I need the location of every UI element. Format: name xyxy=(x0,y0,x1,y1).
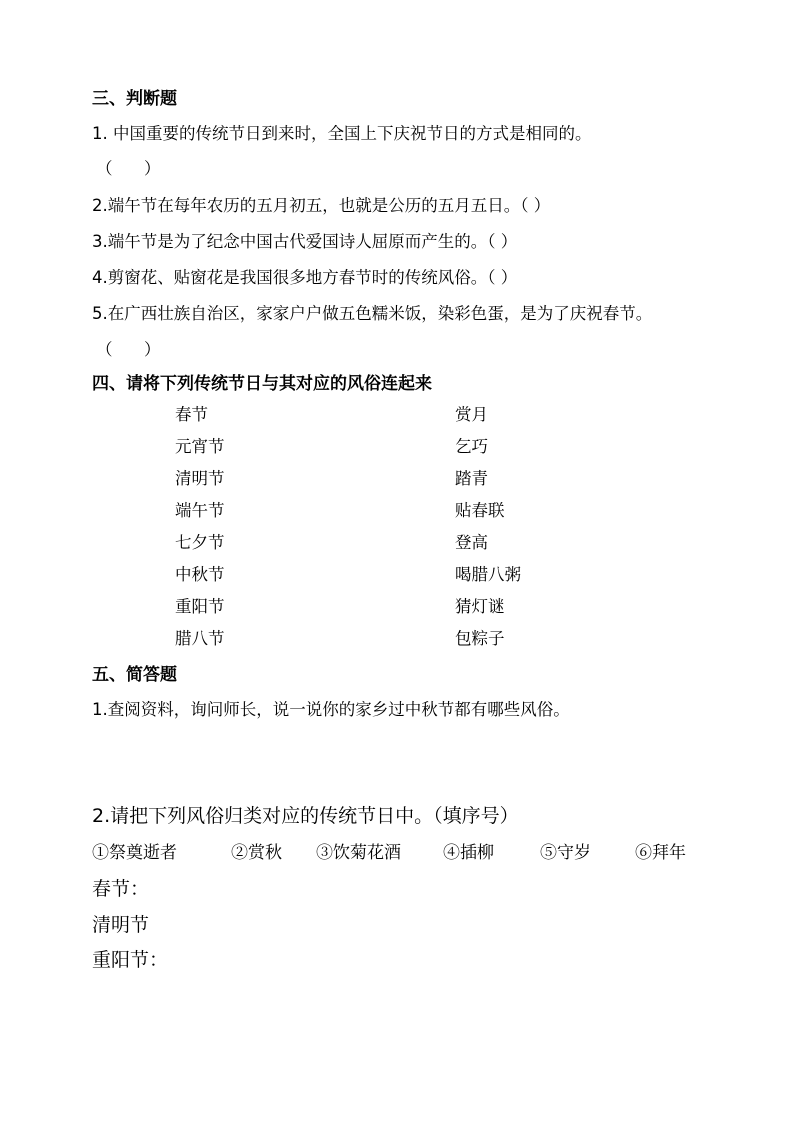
option-item: ①祭奠逝者 xyxy=(92,843,177,863)
custom-item: 踏青 xyxy=(455,469,488,488)
short-answer-question-1: 1.查阅资料，询问师长，说一说你的家乡过中秋节都有哪些风俗。 xyxy=(92,700,570,719)
section-3-title: 三、判断题 xyxy=(92,89,177,109)
option-item: ③饮菊花酒 xyxy=(316,843,401,863)
custom-item: 乞巧 xyxy=(455,437,488,456)
festival-item: 端午节 xyxy=(175,501,225,520)
short-answer-question-2: 2.请把下列风俗归类对应的传统节日中。（填序号） xyxy=(92,805,519,827)
answer-bracket-1: （ ） xyxy=(96,159,161,178)
category-qingming: 清明节 xyxy=(92,914,150,936)
custom-item: 包粽子 xyxy=(455,629,505,648)
section-5-title: 五、简答题 xyxy=(92,665,177,685)
custom-item: 赏月 xyxy=(455,405,488,424)
option-item: ⑥拜年 xyxy=(635,843,686,863)
festival-item: 元宵节 xyxy=(175,437,225,456)
option-item: ②赏秋 xyxy=(231,843,282,863)
option-item: ④插柳 xyxy=(443,843,494,863)
true-false-question-2: 2.端午节在每年农历的五月初五，也就是公历的五月五日。（ ） xyxy=(92,196,551,215)
category-spring-festival: 春节： xyxy=(92,878,150,900)
festival-item: 春节 xyxy=(175,405,208,424)
festival-item: 中秋节 xyxy=(175,565,225,584)
option-item: ⑤守岁 xyxy=(540,843,591,863)
festival-item: 重阳节 xyxy=(175,597,225,616)
custom-item: 喝腊八粥 xyxy=(455,565,521,584)
festival-item: 七夕节 xyxy=(175,533,225,552)
section-4-title: 四、请将下列传统节日与其对应的风俗连起来 xyxy=(92,374,432,394)
custom-item: 猜灯谜 xyxy=(455,597,505,616)
answer-bracket-5: （ ） xyxy=(96,340,161,359)
true-false-question-5: 5.在广西壮族自治区，家家户户做五色糯米饭，染彩色蛋，是为了庆祝春节。 xyxy=(92,304,653,323)
true-false-question-4: 4.剪窗花、贴窗花是我国很多地方春节时的传统风俗。（ ） xyxy=(92,268,518,287)
true-false-question-3: 3.端午节是为了纪念中国古代爱国诗人屈原而产生的。（ ） xyxy=(92,232,518,251)
true-false-question-1: 1. 中国重要的传统节日到来时，全国上下庆祝节日的方式是相同的。 xyxy=(92,124,592,143)
custom-item: 贴春联 xyxy=(455,501,505,520)
festival-item: 腊八节 xyxy=(175,629,225,648)
festival-item: 清明节 xyxy=(175,469,225,488)
custom-item: 登高 xyxy=(455,533,488,552)
category-chongyang: 重阳节： xyxy=(92,949,169,971)
